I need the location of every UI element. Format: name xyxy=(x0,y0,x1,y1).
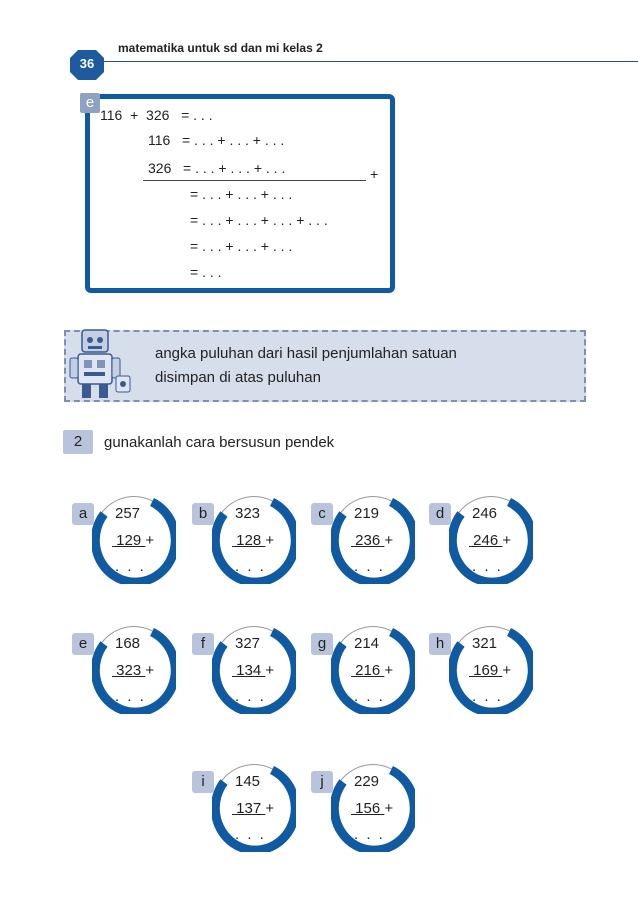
problem-f xyxy=(192,632,302,732)
plus-sign: + xyxy=(384,532,394,549)
addend-bottom: 128 xyxy=(232,532,266,549)
tip-line-2: disimpan di atas puluhan xyxy=(155,369,321,386)
tip-box xyxy=(64,330,586,402)
addend-bottom: 156 xyxy=(351,800,385,817)
exercise-e-label: e xyxy=(80,93,100,113)
answer-blank: . . . xyxy=(472,558,503,575)
addend-bottom-row xyxy=(469,532,511,549)
problem-label: g xyxy=(311,633,333,655)
answer-blank: . . . xyxy=(354,558,385,575)
problem-label: f xyxy=(192,633,214,655)
exercise-line-4: = . . . + . . . + . . . xyxy=(190,186,293,202)
plus-sign: + xyxy=(502,662,512,679)
addend-bottom: 129 xyxy=(112,532,146,549)
problem-a xyxy=(72,502,182,602)
exercise-line-3: 326 = . . . + . . . + . . . xyxy=(148,160,286,176)
page-number: 36 xyxy=(79,56,95,71)
exercise-plus: + xyxy=(370,166,379,182)
exercise-line-5: = . . . + . . . + . . . + . . . xyxy=(190,212,328,228)
addend-top: 214 xyxy=(354,635,380,652)
header-title: matematika untuk sd dan mi kelas 2 xyxy=(118,41,323,55)
answer-blank: . . . xyxy=(354,826,385,843)
answer-blank: . . . xyxy=(235,688,266,705)
header-rule xyxy=(104,61,638,62)
answer-blank: . . . xyxy=(354,688,385,705)
problem-g xyxy=(311,632,421,732)
addend-bottom-row xyxy=(232,800,274,817)
tip-line-1: angka puluhan dari hasil penjumlahan satuan xyxy=(155,345,457,362)
addend-top: 257 xyxy=(115,505,141,522)
addend-bottom-row xyxy=(112,662,154,679)
problem-label: i xyxy=(192,771,214,793)
problem-label: e xyxy=(72,633,94,655)
problem-d xyxy=(429,502,539,602)
problem-j xyxy=(311,770,421,870)
plus-sign: + xyxy=(265,800,275,817)
addend-bottom: 137 xyxy=(232,800,266,817)
plus-sign: + xyxy=(145,532,155,549)
problem-label: c xyxy=(311,503,333,525)
section-number: 2 xyxy=(63,430,93,454)
answer-blank: . . . xyxy=(115,558,146,575)
addend-bottom-row xyxy=(351,532,393,549)
addend-bottom: 134 xyxy=(232,662,266,679)
answer-blank: . . . xyxy=(115,688,146,705)
exercise-line-1: 116 + 326 = . . . xyxy=(100,107,213,123)
plus-sign: + xyxy=(145,662,155,679)
problem-label: d xyxy=(429,503,451,525)
addend-bottom-row xyxy=(232,662,274,679)
addend-top: 246 xyxy=(472,505,498,522)
addend-bottom-row xyxy=(232,532,274,549)
problem-label: b xyxy=(192,503,214,525)
addend-bottom: 236 xyxy=(351,532,385,549)
addend-bottom: 246 xyxy=(469,532,503,549)
problem-label: j xyxy=(311,771,333,793)
problem-e xyxy=(72,632,182,732)
addend-bottom-row xyxy=(351,662,393,679)
answer-blank: . . . xyxy=(235,558,266,575)
addend-bottom-row xyxy=(351,800,393,817)
plus-sign: + xyxy=(502,532,512,549)
addend-bottom-row xyxy=(469,662,511,679)
problem-c xyxy=(311,502,421,602)
problem-label: h xyxy=(429,633,451,655)
addend-top: 327 xyxy=(235,635,261,652)
addend-bottom: 323 xyxy=(112,662,146,679)
exercise-line-7: = . . . xyxy=(190,264,222,280)
addend-bottom: 169 xyxy=(469,662,503,679)
addend-top: 219 xyxy=(354,505,380,522)
addend-bottom: 216 xyxy=(351,662,385,679)
addend-bottom-row xyxy=(112,532,154,549)
plus-sign: + xyxy=(384,800,394,817)
plus-sign: + xyxy=(384,662,394,679)
exercise-line-2: 116 = . . . + . . . + . . . xyxy=(148,132,285,148)
addend-top: 145 xyxy=(235,773,261,790)
sum-rule xyxy=(143,180,366,181)
problem-h xyxy=(429,632,539,732)
addend-top: 321 xyxy=(472,635,498,652)
addend-top: 229 xyxy=(354,773,380,790)
robot-figure-icon xyxy=(66,324,136,404)
addend-top: 323 xyxy=(235,505,261,522)
answer-blank: . . . xyxy=(235,826,266,843)
addend-top: 168 xyxy=(115,635,141,652)
exercise-line-6: = . . . + . . . + . . . xyxy=(190,238,293,254)
problem-i xyxy=(192,770,302,870)
answer-blank: . . . xyxy=(472,688,503,705)
problem-b xyxy=(192,502,302,602)
section-instruction: gunakanlah cara bersusun pendek xyxy=(104,434,335,451)
problem-label: a xyxy=(72,503,94,525)
plus-sign: + xyxy=(265,662,275,679)
plus-sign: + xyxy=(265,532,275,549)
